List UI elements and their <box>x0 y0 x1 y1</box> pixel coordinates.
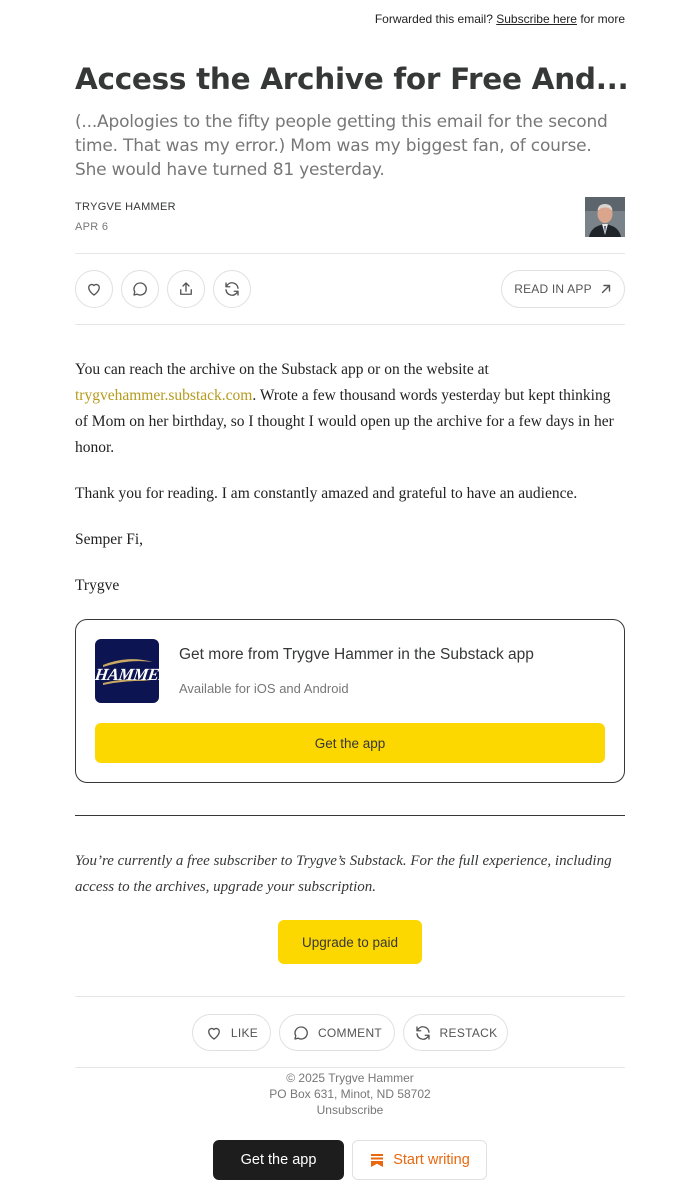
app-promo-card <box>75 619 625 783</box>
postal-address: PO Box 631, Minot, ND 58702 <box>269 1087 431 1101</box>
get-the-app-footer-button[interactable]: Get the app <box>213 1140 344 1180</box>
comment-label: COMMENT <box>317 1025 383 1040</box>
author-photo <box>585 197 625 237</box>
divider <box>75 1067 625 1068</box>
start-writing-button[interactable] <box>352 1140 487 1180</box>
avatar[interactable] <box>585 197 625 237</box>
body-paragraph: Thank you for reading. I am constantly amazed and grateful to have an audience. <box>75 485 578 502</box>
restack-icon <box>223 280 241 298</box>
logo-text: HAMMER <box>93 665 171 684</box>
start-writing-label: Start writing <box>393 1152 470 1168</box>
body-paragraph: Semper Fi, <box>75 531 144 548</box>
heart-icon <box>85 280 103 298</box>
footer <box>0 1070 700 1118</box>
read-in-app-button[interactable] <box>501 270 625 308</box>
post-subtitle: (...Apologies to the fifty people getting this email for the second time. That was my error.) Mom was my biggest fan, of course. She would have turned 81 yesterday. <box>75 112 608 180</box>
footer-restack-button[interactable] <box>403 1014 508 1051</box>
comment-button[interactable] <box>121 270 159 308</box>
unsubscribe-link[interactable]: Unsubscribe <box>316 1103 384 1117</box>
subscribe-link[interactable]: Subscribe here <box>496 12 577 26</box>
divider <box>75 324 625 325</box>
divider <box>75 996 625 997</box>
heart-icon <box>205 1024 223 1042</box>
body-text-before-link: You can reach the archive on the Substack app or on the website at <box>75 361 489 378</box>
body-paragraph <box>75 357 625 461</box>
forwarded-suffix: for more <box>580 12 625 26</box>
share-icon <box>177 280 195 298</box>
subscriber-notice: You’re currently a free subscriber to Trygve’s Substack. For the full experience, including access to the archives, upgrade your subscription. <box>75 853 612 895</box>
like-button[interactable] <box>75 270 113 308</box>
post-title[interactable]: Access the Archive for Free And... <box>75 62 629 96</box>
restack-icon <box>414 1024 432 1042</box>
like-label: LIKE <box>230 1025 259 1040</box>
copyright: © 2025 Trygve Hammer <box>286 1071 414 1085</box>
body-paragraph: Trygve <box>75 577 120 594</box>
body-text-after-link: . Wrote a few thousand words yesterday but kept thinking of Mom on her birthday, so I thought I would open up the archive for a few days in her honor. <box>75 387 614 456</box>
arrow-up-right-icon <box>600 283 612 295</box>
get-the-app-button[interactable]: Get the app <box>95 723 605 763</box>
read-in-app-label: READ IN APP <box>514 282 592 296</box>
footer-like-button[interactable] <box>192 1014 271 1051</box>
comment-icon <box>292 1024 310 1042</box>
post-date: APR 6 <box>75 221 109 233</box>
restack-button[interactable] <box>213 270 251 308</box>
divider <box>75 253 625 254</box>
archive-link[interactable]: trygvehammer.substack.com <box>75 387 253 404</box>
publication-logo[interactable] <box>93 639 171 703</box>
app-card-title: Get more from Trygve Hammer in the Substack app <box>179 646 534 663</box>
substack-logo-icon <box>369 1152 385 1168</box>
forwarded-prefix: Forwarded this email? <box>374 12 493 26</box>
section-divider <box>75 815 625 816</box>
forwarded-note <box>375 12 625 26</box>
app-card-subtitle: Available for iOS and Android <box>179 681 349 696</box>
footer-comment-button[interactable] <box>279 1014 395 1051</box>
author-name[interactable]: TRYGVE HAMMER <box>75 201 176 213</box>
restack-label: RESTACK <box>439 1025 498 1040</box>
share-button[interactable] <box>167 270 205 308</box>
comment-icon <box>131 280 149 298</box>
upgrade-to-paid-button[interactable]: Upgrade to paid <box>278 920 422 964</box>
